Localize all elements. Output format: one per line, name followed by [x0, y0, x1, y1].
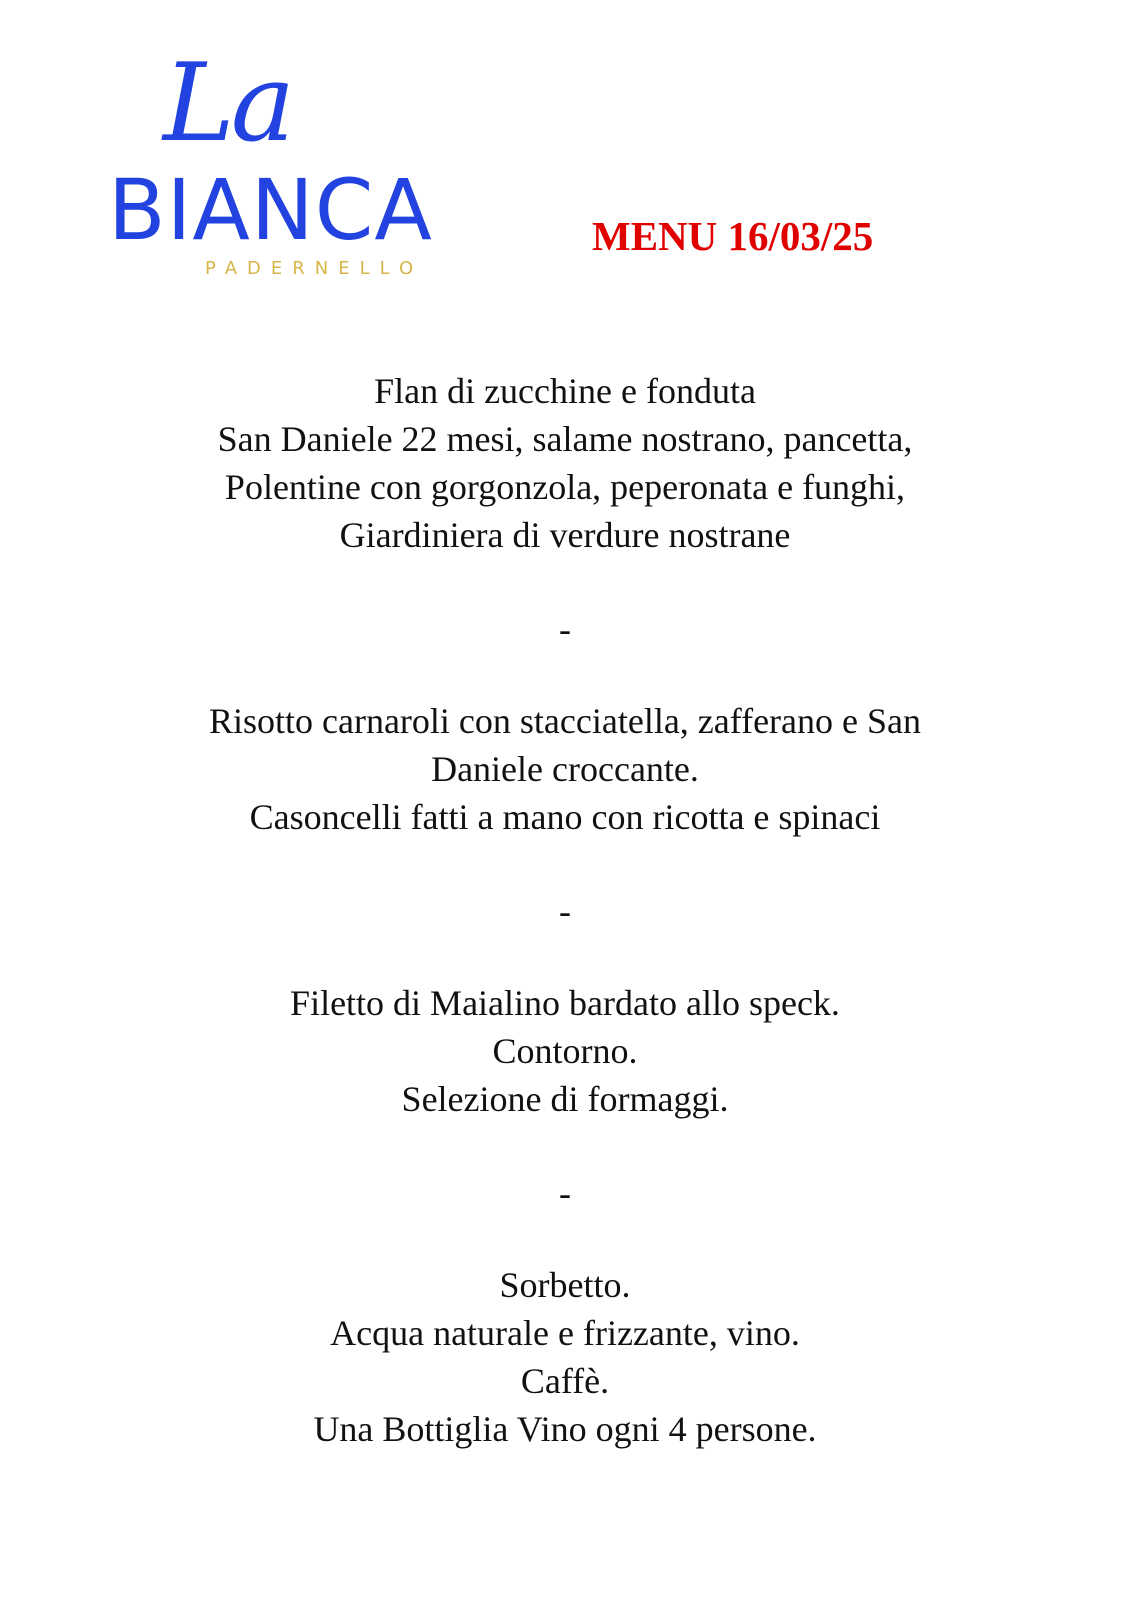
section-separator: - — [559, 609, 571, 649]
menu-line: Giardiniera di verdure nostrane — [339, 515, 791, 555]
menu-line: Contorno. — [492, 1031, 638, 1071]
menu-section-antipasti — [80, 367, 1050, 559]
menu-line: Acqua naturale e frizzante, vino. — [330, 1313, 800, 1353]
menu-line: Sorbetto. — [499, 1265, 631, 1305]
logo — [108, 41, 468, 290]
menu-line: Daniele croccante. — [431, 749, 699, 789]
menu-line: Filetto di Maialino bardato allo speck. — [290, 983, 840, 1023]
menu-section-dessert — [80, 1261, 1050, 1453]
section-separator: - — [559, 891, 571, 931]
menu-line: Polentine con gorgonzola, peperonata e funghi, — [224, 467, 906, 507]
menu-line: Flan di zucchine e fonduta — [374, 371, 756, 411]
menu-section-primi — [80, 697, 1050, 841]
logo-main-text: BIANCA — [108, 161, 433, 259]
menu-line: Casoncelli fatti a mano con ricotta e spinaci — [249, 797, 881, 837]
menu-line: Selezione di formaggi. — [401, 1079, 729, 1119]
menu-content — [80, 367, 1050, 1453]
menu-line: Risotto carnaroli con stacciatella, zafferano e San — [208, 701, 922, 741]
logo-sub-text: PADERNELLO — [205, 258, 424, 279]
menu-line: San Daniele 22 mesi, salame nostrano, pancetta, — [217, 419, 913, 459]
menu-line: Caffè. — [520, 1361, 610, 1401]
menu-section-secondi — [80, 979, 1050, 1123]
logo-script-text: La — [163, 41, 292, 166]
menu-line: Una Bottiglia Vino ogni 4 persone. — [313, 1409, 817, 1449]
section-separator: - — [559, 1173, 571, 1213]
menu-title: MENU 16/03/25 — [592, 213, 874, 259]
